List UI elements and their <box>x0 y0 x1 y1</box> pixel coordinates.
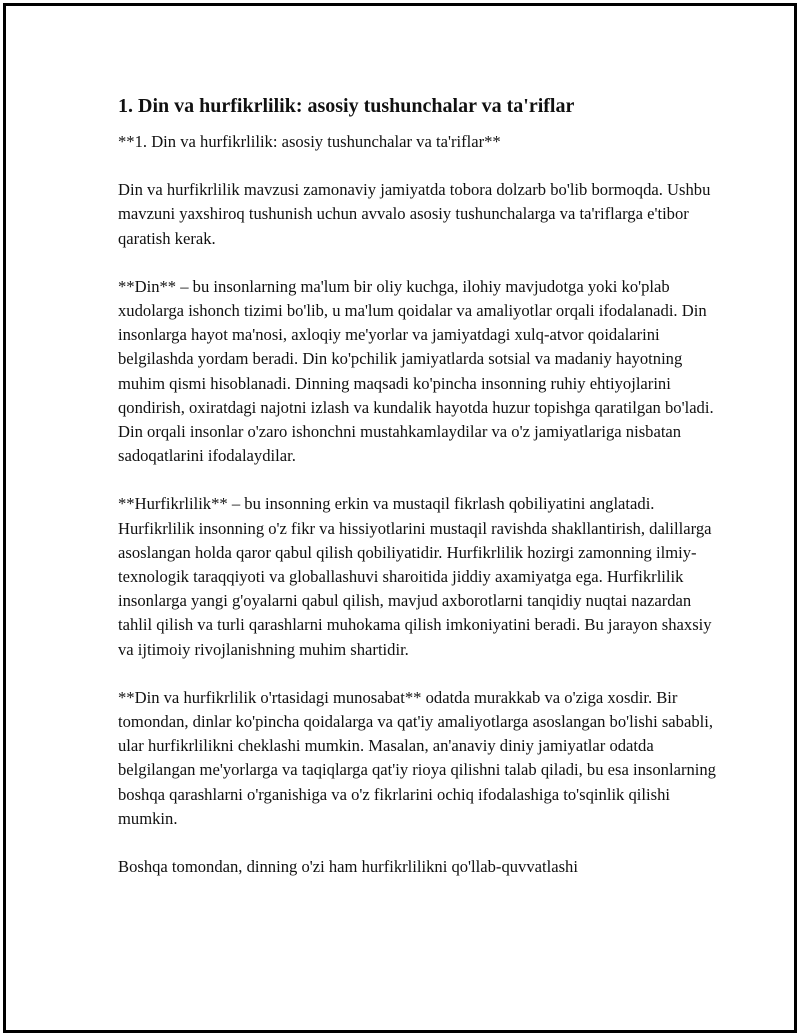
document-body <box>118 92 718 903</box>
paragraph-din-definition: **Din** – bu insonlarning ma'lum bir oliy kuchga, ilohiy mavjudotga yoki ko'plab xudolarga ishonch tizimi bo'lib, u ma'lum qoidalar va amaliyotlar orqali ifodalanadi. Din insonlarga hayot ma'nosi, axloqiy me'yorlar va jamiyatdagi xulq-atvor qoidalarini belgilashda yordam beradi. Din ko'pchilik jamiyatlarda sotsial va madaniy hayotning muhim qismi hisoblanadi. Dinning maqsadi ko'pincha insonning ruhiy ehtiyojlarini qondirish, oxiratdagi najotni izlash va kundalik hayotda huzur topishga qaratilgan bo'ladi. Din orqali insonlar o'zaro ishonchni mustahkamlaydilar va o'z jamiyatlariga nisbatan sadoqatlarini ifodalaydilar. <box>118 276 714 466</box>
paragraph-bold-heading: **1. Din va hurfikrlilik: asosiy tushunchalar va ta'riflar** <box>118 132 501 151</box>
paragraph-intro: Din va hurfikrlilik mavzusi zamonaviy jamiyatda tobora dolzarb bo'lib bormoqda. Ushbu mavzuni yaxshiroq tushunish uchun avvalo asosiy tushunchalarga va ta'riflarga e'tibor qaratish kerak. <box>118 180 711 248</box>
paragraph-relationship: **Din va hurfikrlilik o'rtasidagi munosabat** odatda murakkab va o'ziga xosdir. Bir tomondan, dinlar ko'pincha qoidalarga va qat'iy amaliyotlarga asoslangan bo'lishi sababli, ular hurfikrlilikni cheklashi mumkin. Masalan, an'anaviy diniy jamiyatlar odatda belgilangan me'yorlarga va taqiqlarga qat'iy rioya qilishni talab qiladi, bu esa insonlarning boshqa qarashlarni o'rganishiga va o'z fikrlarini ochiq ifodalashiga to'sqinlik qilishi mumkin. <box>118 687 716 828</box>
paragraph-other-side: Boshqa tomondan, dinning o'zi ham hurfikrlilikni qo'llab-quvvatlashi <box>118 857 578 877</box>
document-heading: 1. Din va hurfikrlilik: asosiy tushunchalar va ta'riflar <box>118 95 575 117</box>
paragraph-hurfikrlilik-definition: **Hurfikrlilik** – bu insonning erkin va mustaqil fikrlash qobiliyatini anglatadi. Hurfikrlilik insonning o'z fikr va hissiyotlarini mustaqil ravishda shakllantirish, dalillarga asoslangan holda qaror qabul qilish qobiliyatidir. Hurfikrlilik hozirgi zamonning ilmiy-texnologik taraqqiyoti va globallashuvi sharoitida jiddiy axamiyatga ega. Hurfikrlilik insonlarga yangi g'oyalarni qabul qilish, mavjud axborotlarni tanqidiy nuqtai nazardan tahlil qilish va turli qarashlarni muhokama qilish imkoniyatini beradi. Bu jarayon shaxsiy va ijtimoiy rivojlanishning muhim shartidir. <box>118 494 712 659</box>
